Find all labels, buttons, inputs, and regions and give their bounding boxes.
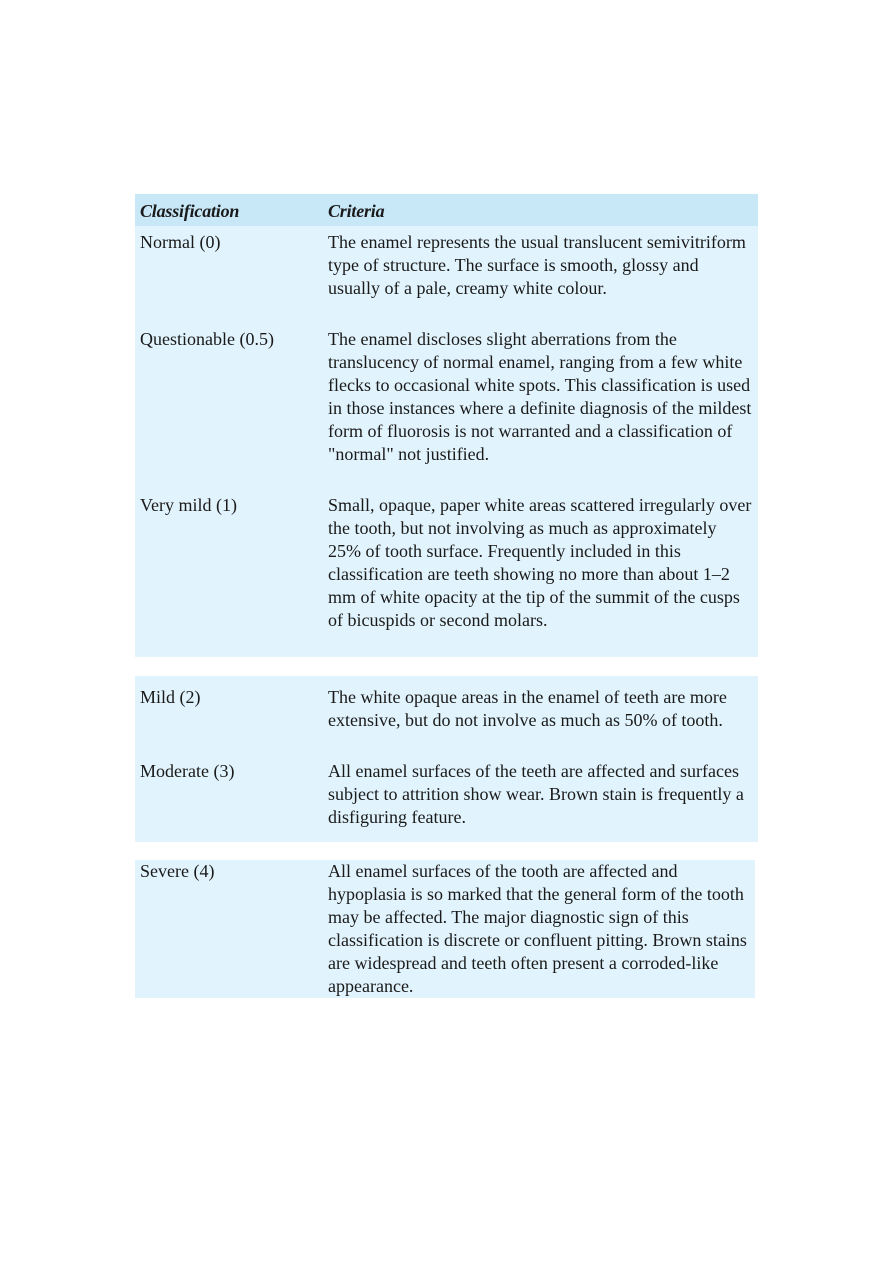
table-block-2 <box>135 676 758 842</box>
row-moderate-criteria: All enamel surfaces of the teeth are affected and surfaces subject to attrition show wear. Brown stain is frequently a disfiguring feature. <box>328 761 744 827</box>
table-block-1 <box>135 194 758 657</box>
criteria-header: Criteria <box>328 201 385 221</box>
row-mild-criteria: The white opaque areas in the enamel of teeth are more extensive, but do not involve as much as 50% of tooth. <box>328 687 727 730</box>
row-questionable-classification: Questionable (0.5) <box>140 329 274 349</box>
row-questionable-criteria: The enamel discloses slight aberrations from the translucency of normal enamel, ranging from a few white flecks to occasional white spots. This classification is used in those instances where a definite diagnosis of the mildest form of fluorosis is not warranted and a classification of "normal" not justified. <box>328 329 752 464</box>
table-block-3 <box>135 860 755 998</box>
row-very-mild-classification: Very mild (1) <box>140 495 237 515</box>
row-normal-classification: Normal (0) <box>140 232 221 252</box>
row-normal-criteria: The enamel represents the usual translucent semivitriform type of structure. The surface is smooth, glossy and usually of a pale, creamy white colour. <box>328 232 746 298</box>
row-very-mild-criteria: Small, opaque, paper white areas scattered irregularly over the tooth, but not involving as much as approximately 25% of tooth surface. Frequently included in this classification are teeth showing no more than about 1–2 mm of white opacity at the tip of the summit of the cusps of bicuspids or second molars. <box>328 495 752 630</box>
row-mild-classification: Mild (2) <box>140 687 201 707</box>
table-header <box>135 194 758 226</box>
row-severe-classification: Severe (4) <box>140 861 215 881</box>
row-moderate-classification: Moderate (3) <box>140 761 235 781</box>
classification-header: Classification <box>140 201 240 221</box>
row-severe-criteria: All enamel surfaces of the tooth are affected and hypoplasia is so marked that the general form of the tooth may be affected. The major diagnostic sign of this classification is discrete or confluent pitting. Brown stains are widespread and teeth often present a corroded-like appearance. <box>328 861 747 996</box>
